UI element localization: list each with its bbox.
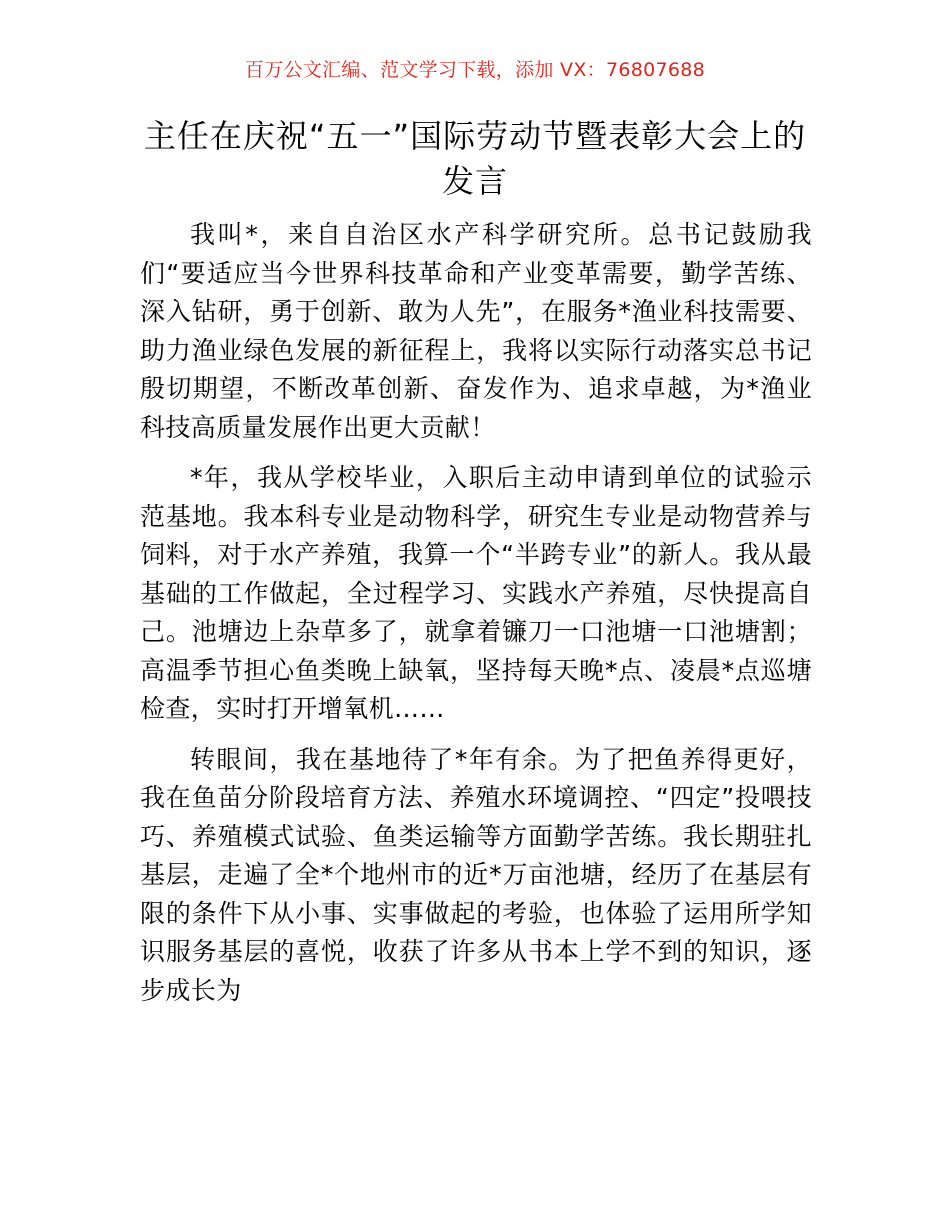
paragraph-2: *年，我从学校毕业，入职后主动申请到单位的试验示范基地。我本科专业是动物科学，研究生专业是动物营养与饲料，对于水产养殖，我算一个“半跨专业”的新人。我从最基础的工作做起，全过程学习、实践水产养殖，尽快提高自己。池塘边上杂草多了，就拿着镰刀一口池塘一口池塘割；高温季节担心鱼类晚上缺氧，坚持每天晚*点、凌晨*点巡塘检查，实时打开增氧机…… (140, 463, 812, 723)
document-body (140, 216, 812, 1022)
document-title: 主任在庆祝“五一”国际劳动节暨表彰大会上的发言 (143, 117, 807, 200)
paragraph-1: 我叫*，来自自治区水产科学研究所。总书记鼓励我们“要适应当今世界科技革命和产业变革需要，勤学苦练、深入钻研，勇于创新、敢为人先”，在服务*渔业科技需要、助力渔业绿色发展的新征程上，我将以实际行动落实总书记殷切期望，不断改革创新、奋发作为、追求卓越，为*渔业科技高质量发展作出更大贡献！ (140, 220, 812, 442)
header-note: 百万公文汇编、范文学习下载，添加 VX：76807688 (244, 59, 706, 81)
paragraph-3: 转眼间，我在基地待了*年有余。为了把鱼养得更好，我在鱼苗分阶段培育方法、养殖水环境调控、“四定”投喂技巧、养殖模式试验、鱼类运输等方面勤学苦练。我长期驻扎基层，走遍了全*个地州市的近*万亩池塘，经历了在基层有限的条件下从小事、实事做起的考验，也体验了运用所学知识服务基层的喜悦，收获了许多从书本上学不到的知识，逐步成长为 (140, 744, 812, 1005)
